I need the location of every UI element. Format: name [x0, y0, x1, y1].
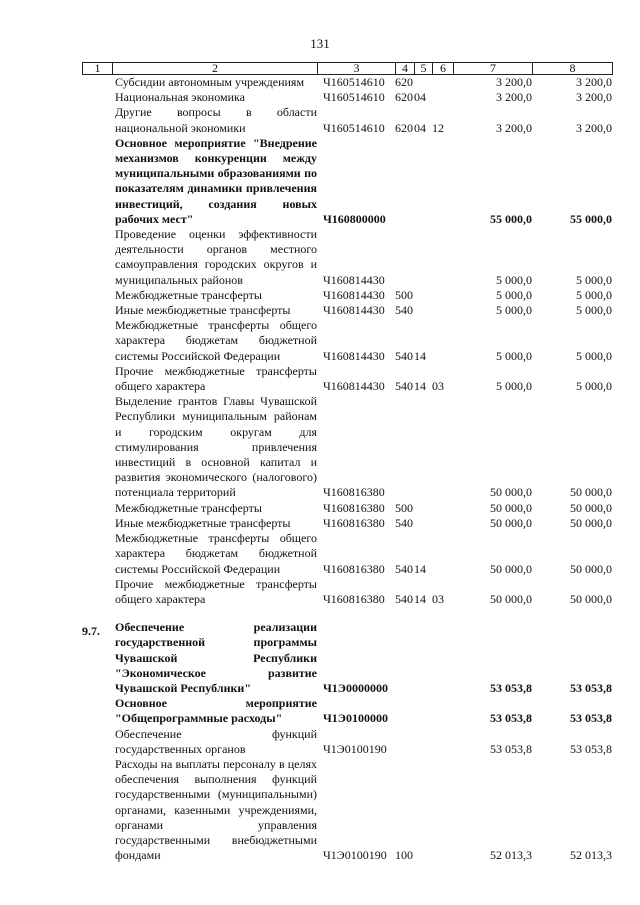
- header-col-5: 5: [415, 63, 433, 75]
- section-code: [414, 288, 432, 303]
- row-name: Расходы на выплаты персоналу в целях обеспечения выполнения функций государственными (муниципальными) органами, казенными учреждениями, органами управления государственными внебюджетными фондами: [115, 756, 317, 863]
- target-article-code: Ч160816380: [323, 561, 385, 576]
- row-number: [82, 577, 112, 607]
- expense-type-code: 620: [395, 120, 413, 135]
- amount-column-8: 5 000,0: [576, 287, 612, 302]
- expense-type-code: [395, 136, 414, 227]
- subsection-code: [432, 75, 453, 90]
- target-article-code: Ч160816380: [323, 515, 385, 530]
- subsection-code: 03: [432, 591, 444, 606]
- row-number: [82, 696, 112, 726]
- table-row: [82, 531, 612, 577]
- amount-column-8: 5 000,0: [576, 379, 612, 394]
- header-col-8: 8: [533, 63, 613, 75]
- row-name: Проведение оценки эффективности деятельности органов местного самоуправления городских округов и муниципальных районов: [115, 227, 317, 287]
- amount-column-7: 50 000,0: [490, 515, 532, 530]
- row-name: Субсидии автономным учреждениям: [115, 75, 305, 89]
- row-number: [82, 75, 112, 90]
- header-col-4: 4: [396, 63, 415, 75]
- target-article-code: Ч160514610: [323, 75, 385, 89]
- target-article-code: Ч160816380: [323, 500, 385, 515]
- header-col-2: 2: [113, 63, 318, 75]
- subsection-code: [432, 136, 453, 227]
- target-article-code: Ч1Э0000000: [323, 680, 388, 695]
- row-number: [82, 288, 112, 303]
- subsection-code: [432, 318, 453, 364]
- section-code: 14: [414, 379, 426, 394]
- row-name: Прочие межбюджетные трансферты общего характера: [115, 363, 317, 394]
- target-article-code: Ч160814430: [323, 272, 385, 287]
- target-article-code: Ч1Э0100190: [323, 741, 387, 756]
- target-article-code: Ч160800000: [323, 211, 386, 226]
- table-row: [82, 136, 612, 227]
- section-code: [414, 620, 432, 696]
- amount-column-7: 50 000,0: [490, 485, 532, 500]
- amount-column-7: 5 000,0: [496, 287, 532, 302]
- expense-type-code: 540: [395, 348, 413, 363]
- expense-type-code: 620: [395, 90, 413, 105]
- section-code: 14: [414, 348, 426, 363]
- expense-type-code: 540: [395, 515, 413, 530]
- amount-column-8: 3 200,0: [576, 90, 612, 105]
- section-code: 04: [414, 90, 426, 105]
- row-name: Обеспечение реализации государственной программы Чувашской Республики "Экономическое развитие Чувашской Республики": [115, 620, 317, 695]
- amount-column-7: 53 053,8: [490, 741, 532, 756]
- row-name: Основное мероприятие "Общепрограммные расходы": [115, 696, 317, 726]
- table-row: [82, 318, 612, 364]
- amount-column-7: 5 000,0: [496, 303, 532, 318]
- row-name: Межбюджетные трансферты: [115, 500, 262, 515]
- amount-column-7: 3 200,0: [496, 75, 532, 89]
- amount-column-7: 53 053,8: [490, 680, 532, 695]
- expense-type-code: [395, 727, 414, 757]
- target-article-code: Ч160814430: [323, 348, 385, 363]
- section-code: [414, 501, 432, 516]
- amount-column-8: 3 200,0: [576, 75, 612, 89]
- expense-type-code: [395, 394, 414, 500]
- row-number: [82, 364, 112, 394]
- amount-column-7: 3 200,0: [496, 120, 532, 135]
- amount-column-7: 53 053,8: [490, 711, 532, 726]
- row-name: Выделение грантов Главы Чувашской Республики муниципальным районам и городским округам для стимулирования привлечения инвестиций в основной капитал и развития экономического (налогового) потенциала территорий: [115, 394, 317, 500]
- table-row: [82, 288, 612, 303]
- expense-type-code: 100: [395, 848, 413, 863]
- target-article-code: Ч1Э0100190: [323, 848, 387, 863]
- subsection-code: [432, 531, 453, 577]
- expense-type-code: [395, 696, 414, 726]
- subsection-code: [432, 727, 453, 757]
- row-name: Межбюджетные трансферты: [115, 287, 262, 302]
- target-article-code: Ч160514610: [323, 90, 385, 105]
- column-header: [82, 62, 613, 75]
- amount-column-8: 5 000,0: [576, 303, 612, 318]
- row-name: Другие вопросы в области национальной экономики: [115, 105, 317, 135]
- table-row: [82, 303, 612, 318]
- section-code: 04: [414, 120, 426, 135]
- subsection-code: [432, 516, 453, 531]
- row-name: Обеспечение функций государственных органов: [115, 726, 317, 756]
- subsection-code: [432, 501, 453, 516]
- header-col-3: 3: [318, 63, 396, 75]
- row-name: Иные межбюджетные трансферты: [115, 515, 291, 530]
- row-name: Межбюджетные трансферты общего характера бюджетам бюджетной системы Российской Федерации: [115, 318, 317, 363]
- amount-column-8: 52 013,3: [570, 848, 612, 863]
- budget-table: [82, 75, 612, 863]
- table-row: [82, 90, 612, 105]
- row-number: [82, 303, 112, 318]
- target-article-code: Ч160814430: [323, 287, 385, 302]
- expense-type-code: [395, 620, 414, 696]
- row-number: [82, 727, 112, 757]
- row-name: Национальная экономика: [115, 90, 245, 105]
- table-row: [82, 757, 612, 863]
- amount-column-8: 3 200,0: [576, 120, 612, 135]
- row-number: [82, 757, 112, 863]
- row-number: [82, 394, 112, 500]
- subsection-code: 03: [432, 379, 444, 394]
- subsection-code: [432, 90, 453, 105]
- section-code: 14: [414, 591, 426, 606]
- amount-column-8: 5 000,0: [576, 272, 612, 287]
- table-row: [82, 227, 612, 288]
- expense-type-code: 620: [395, 75, 413, 89]
- subsection-code: [432, 757, 453, 863]
- section-code: [414, 727, 432, 757]
- subsection-code: [432, 227, 453, 288]
- table-row: [82, 727, 612, 757]
- row-number: [82, 516, 112, 531]
- row-number: [82, 90, 112, 105]
- amount-column-7: 50 000,0: [490, 591, 532, 606]
- row-name: Межбюджетные трансферты общего характера бюджетам бюджетной системы Российской Федерации: [115, 531, 317, 576]
- amount-column-7: 3 200,0: [496, 90, 532, 105]
- section-code: [414, 394, 432, 500]
- header-col-6: 6: [433, 63, 454, 75]
- amount-column-7: 5 000,0: [496, 272, 532, 287]
- subsection-code: [432, 394, 453, 500]
- table-row: [82, 105, 612, 135]
- table-row: [82, 516, 612, 531]
- row-name: Основное мероприятие "Внедрение механизмов конкуренции между муниципальными образованиями по показателям динамики привлечения инвестиций, создания новых рабочих мест": [115, 135, 317, 226]
- row-number: [82, 136, 112, 227]
- target-article-code: Ч160816380: [323, 591, 385, 606]
- section-code: [414, 696, 432, 726]
- amount-column-8: 5 000,0: [576, 348, 612, 363]
- subsection-code: [432, 288, 453, 303]
- target-article-code: Ч160814430: [323, 303, 385, 318]
- subsection-code: 12: [432, 120, 444, 135]
- header-col-7: 7: [454, 63, 533, 75]
- expense-type-code: 540: [395, 561, 413, 576]
- section-code: [414, 136, 432, 227]
- section-code: [414, 757, 432, 863]
- row-name: Иные межбюджетные трансферты: [115, 303, 291, 318]
- section-code: [414, 227, 432, 288]
- amount-column-8: 53 053,8: [570, 711, 612, 726]
- amount-column-8: 53 053,8: [570, 680, 612, 695]
- expense-type-code: 540: [395, 591, 413, 606]
- amount-column-8: 50 000,0: [570, 561, 612, 576]
- section-code: [414, 303, 432, 318]
- expense-type-code: 540: [395, 379, 413, 394]
- row-number: 9.7.: [82, 624, 100, 639]
- table-row: [82, 501, 612, 516]
- table-row: [82, 394, 612, 500]
- row-number: [82, 318, 112, 364]
- expense-type-code: 500: [395, 287, 413, 302]
- expense-type-code: 540: [395, 303, 413, 318]
- row-name: Прочие межбюджетные трансферты общего характера: [115, 576, 317, 606]
- table-row: [82, 696, 612, 726]
- expense-type-code: 500: [395, 500, 413, 515]
- row-spacer: [82, 607, 612, 620]
- amount-column-8: 50 000,0: [570, 591, 612, 606]
- amount-column-8: 50 000,0: [570, 515, 612, 530]
- amount-column-8: 50 000,0: [570, 500, 612, 515]
- section-code: [414, 75, 432, 90]
- table-row: [82, 620, 612, 696]
- amount-column-8: 53 053,8: [570, 741, 612, 756]
- expense-type-code: [395, 227, 414, 288]
- amount-column-7: 5 000,0: [496, 379, 532, 394]
- page-number: 131: [310, 36, 330, 51]
- target-article-code: Ч1Э0100000: [323, 711, 388, 726]
- row-number: [82, 501, 112, 516]
- row-number: [82, 105, 112, 135]
- section-code: [414, 516, 432, 531]
- subsection-code: [432, 620, 453, 696]
- row-number: [82, 227, 112, 288]
- target-article-code: Ч160514610: [323, 120, 385, 135]
- section-code: 14: [414, 561, 426, 576]
- amount-column-7: 50 000,0: [490, 500, 532, 515]
- target-article-code: Ч160814430: [323, 379, 385, 394]
- table-row: [82, 577, 612, 607]
- amount-column-8: 50 000,0: [570, 485, 612, 500]
- amount-column-8: 55 000,0: [570, 211, 612, 226]
- table-row: [82, 364, 612, 394]
- header-col-1: 1: [83, 63, 113, 75]
- amount-column-7: 52 013,3: [490, 848, 532, 863]
- table-row: [82, 75, 612, 90]
- amount-column-7: 5 000,0: [496, 348, 532, 363]
- subsection-code: [432, 303, 453, 318]
- amount-column-7: 55 000,0: [490, 211, 532, 226]
- subsection-code: [432, 696, 453, 726]
- row-number: [82, 531, 112, 577]
- amount-column-7: 50 000,0: [490, 561, 532, 576]
- target-article-code: Ч160816380: [323, 485, 385, 500]
